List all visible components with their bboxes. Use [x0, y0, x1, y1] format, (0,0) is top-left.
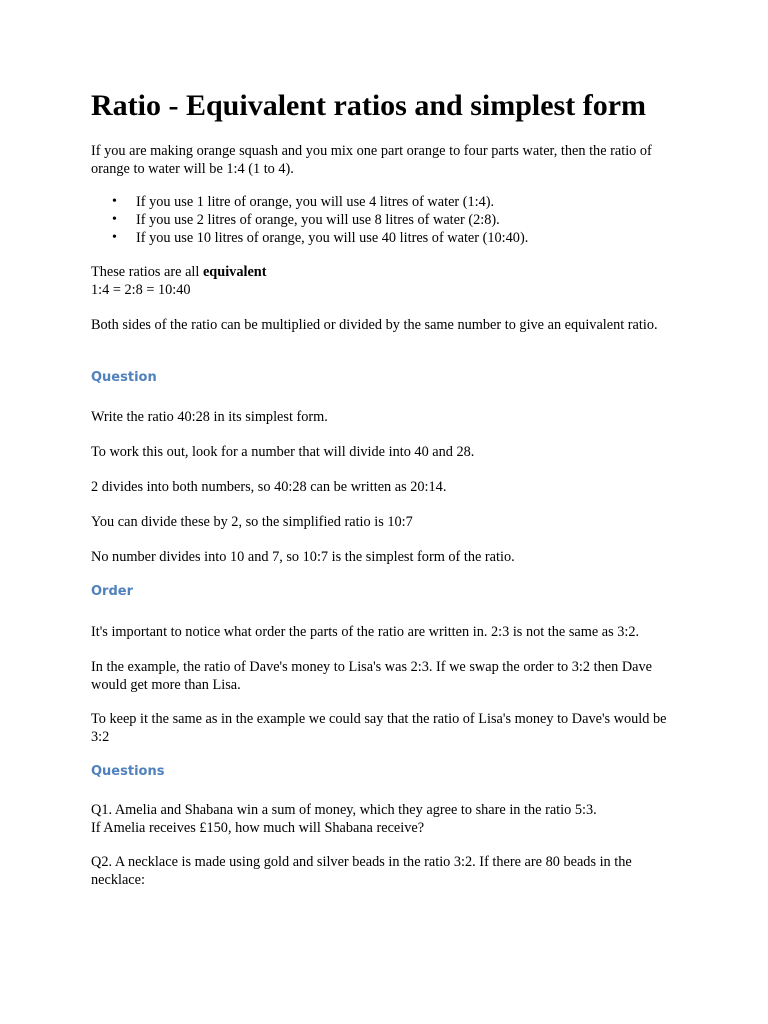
order-paragraph-2: In the example, the ratio of Dave's money to Lisa's was 2:3. If we swap the order to 3:2 then Dave would get more than Lisa.: [91, 659, 652, 693]
bullet-icon: •: [112, 194, 117, 209]
question-heading: Question: [91, 370, 157, 385]
q2-paragraph: Q2. A necklace is made using gold and silver beads in the ratio 3:2. If there are 80 beads in the necklace:: [91, 854, 632, 888]
question-paragraph-5: No number divides into 10 and 7, so 10:7 is the simplest form of the ratio.: [91, 549, 515, 565]
page-title: Ratio - Equivalent ratios and simplest form: [91, 89, 646, 122]
list-item: • If you use 1 litre of orange, you will use 4 litres of water (1:4).: [112, 194, 495, 210]
order-paragraph-3: To keep it the same as in the example we could say that the ratio of Lisa's money to Dave's would be 3:2: [91, 711, 667, 745]
list-item: • If you use 2 litres of orange, you will use 8 litres of water (2:8).: [112, 212, 500, 228]
order-paragraph-1: It's important to notice what order the parts of the ratio are written in. 2:3 is not the same as 3:2.: [91, 624, 640, 640]
bullet-icon: •: [112, 230, 117, 245]
q1-line-1: Q1. Amelia and Shabana win a sum of money, which they agree to share in the ratio 5:3.: [91, 802, 597, 818]
question-paragraph-4: You can divide these by 2, so the simplified ratio is 10:7: [91, 514, 413, 530]
list-item: • If you use 10 litres of orange, you will use 40 litres of water (10:40).: [112, 230, 529, 246]
questions-heading: Questions: [91, 764, 165, 779]
equivalent-statement: These ratios are all equivalent: [91, 264, 267, 280]
equivalent-explanation: Both sides of the ratio can be multiplied or divided by the same number to give an equivalent ratio.: [91, 317, 658, 333]
intro-paragraph: If you are making orange squash and you mix one part orange to four parts water, then the ratio of orange to water will be 1:4 (1 to 4).: [91, 143, 652, 177]
order-heading: Order: [91, 584, 133, 599]
question-paragraph-1: Write the ratio 40:28 in its simplest form.: [91, 409, 328, 425]
q1-line-2: If Amelia receives £150, how much will Shabana receive?: [91, 820, 425, 836]
question-paragraph-3: 2 divides into both numbers, so 40:28 can be written as 20:14.: [91, 479, 447, 495]
bullet-icon: •: [112, 212, 117, 227]
question-paragraph-2: To work this out, look for a number that will divide into 40 and 28.: [91, 444, 475, 460]
equivalent-equation: 1:4 = 2:8 = 10:40: [91, 282, 191, 298]
litres-bullet-list: [91, 193, 691, 247]
equivalent-emphasis: equivalent: [202, 264, 267, 280]
